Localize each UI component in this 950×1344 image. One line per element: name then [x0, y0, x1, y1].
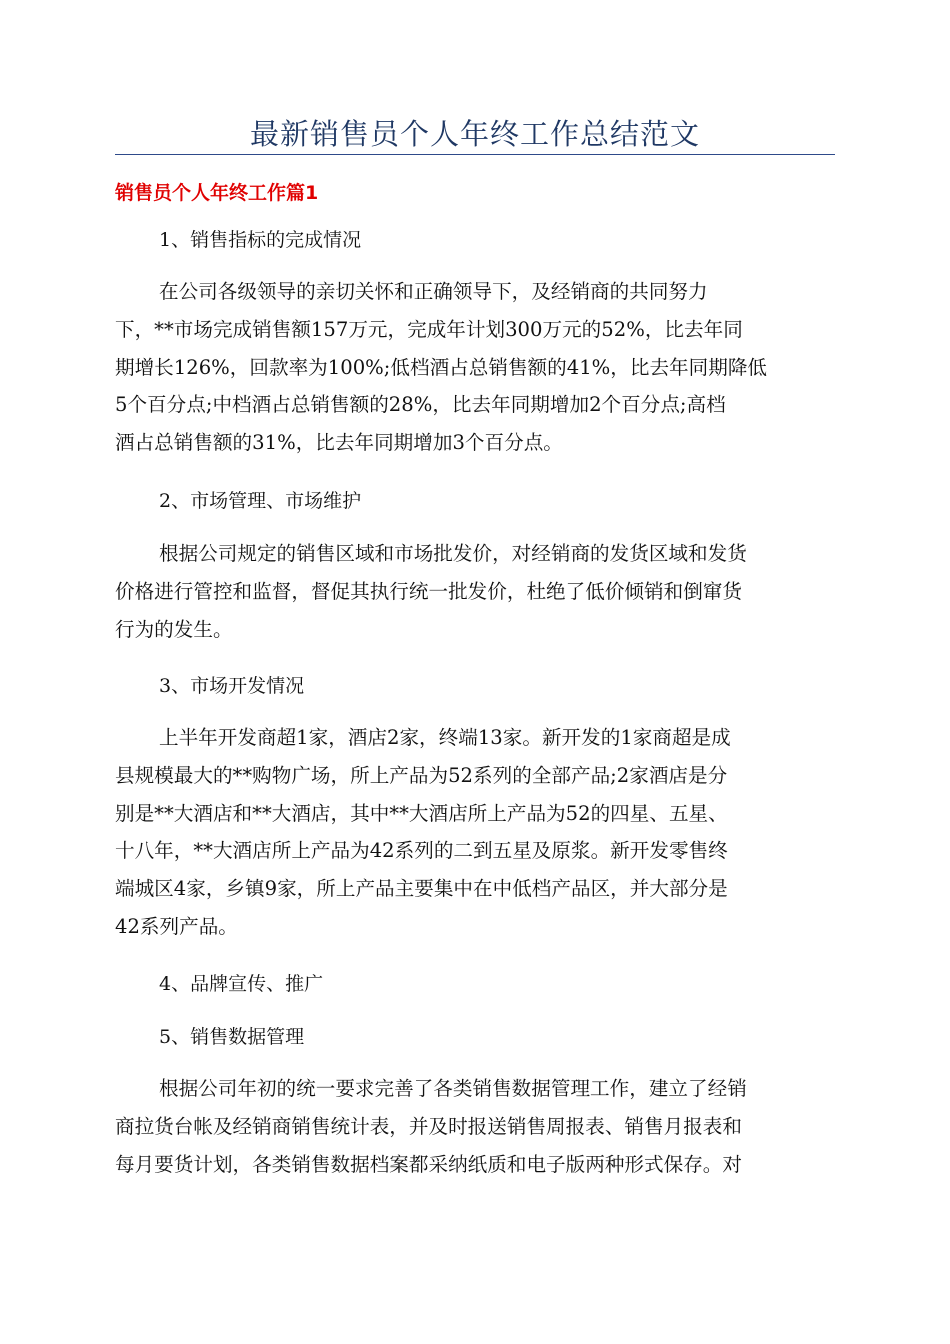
paragraph-market-management — [115, 535, 835, 648]
paragraph-line: 在公司各级领导的亲切关怀和正确领导下，及经销商的共同努力 — [159, 280, 708, 303]
paragraph-line: 期增长126%，回款率为100%;低档酒占总销售额的41%，比去年同期降低 — [115, 355, 768, 379]
paragraph-line: 价格进行管控和监督，督促其执行统一批发价，杜绝了低价倾销和倒窜货 — [115, 579, 742, 603]
subheading-brand-promotion: 4、品牌宣传、推广 — [159, 973, 324, 995]
paragraph-market-development — [115, 719, 835, 946]
paragraph-line: 十八年，**大酒店所上产品为42系列的二到五星及原浆。新开发零售终 — [115, 839, 728, 863]
paragraph-line: 酒占总销售额的31%，比去年同期增加3个百分点。 — [115, 431, 563, 455]
paragraph-line: 每月要货计划，各类销售数据档案都采纳纸质和电子版两种形式保存。对 — [115, 1152, 742, 1176]
section-heading: 销售员个人年终工作篇1 — [115, 182, 319, 204]
paragraph-line: 42系列产品。 — [115, 914, 238, 938]
document-title: 最新销售员个人年终工作总结范文 — [249, 117, 700, 151]
subheading-market-development: 3、市场开发情况 — [159, 675, 305, 697]
paragraph-line: 别是**大酒店和**大酒店，其中**大酒店所上产品为52的四星、五星、 — [115, 801, 728, 825]
paragraph-line: 上半年开发商超1家，酒店2家，终端13家。新开发的1家商超是成 — [159, 726, 731, 749]
paragraph-line: 商拉货台帐及经销商销售统计表，并及时报送销售周报表、销售月报表和 — [115, 1114, 742, 1138]
subheading-sales-data: 5、销售数据管理 — [159, 1026, 305, 1048]
subheading-market-management: 2、市场管理、市场维护 — [159, 490, 362, 512]
paragraph-line: 端城区4家，乡镇9家，所上产品主要集中在中低档产品区，并大部分是 — [115, 877, 728, 901]
paragraph-sales-targets — [115, 273, 835, 462]
paragraph-sales-data — [115, 1070, 835, 1183]
title-underline — [115, 154, 835, 155]
paragraph-line: 根据公司年初的统一要求完善了各类销售数据管理工作，建立了经销 — [159, 1077, 747, 1100]
subheading-sales-targets: 1、销售指标的完成情况 — [159, 229, 362, 251]
paragraph-line: 行为的发生。 — [115, 617, 233, 641]
paragraph-line: 县规模最大的**购物广场，所上产品为52系列的全部产品;2家酒店是分 — [115, 763, 728, 787]
paragraph-line: 5个百分点;中档酒占总销售额的28%，比去年同期增加2个百分点;高档 — [115, 393, 726, 417]
paragraph-line: 根据公司规定的销售区域和市场批发价，对经销商的发货区域和发货 — [159, 542, 747, 565]
paragraph-line: 下，**市场完成销售额157万元，完成年计划300万元的52%，比去年同 — [115, 317, 743, 341]
